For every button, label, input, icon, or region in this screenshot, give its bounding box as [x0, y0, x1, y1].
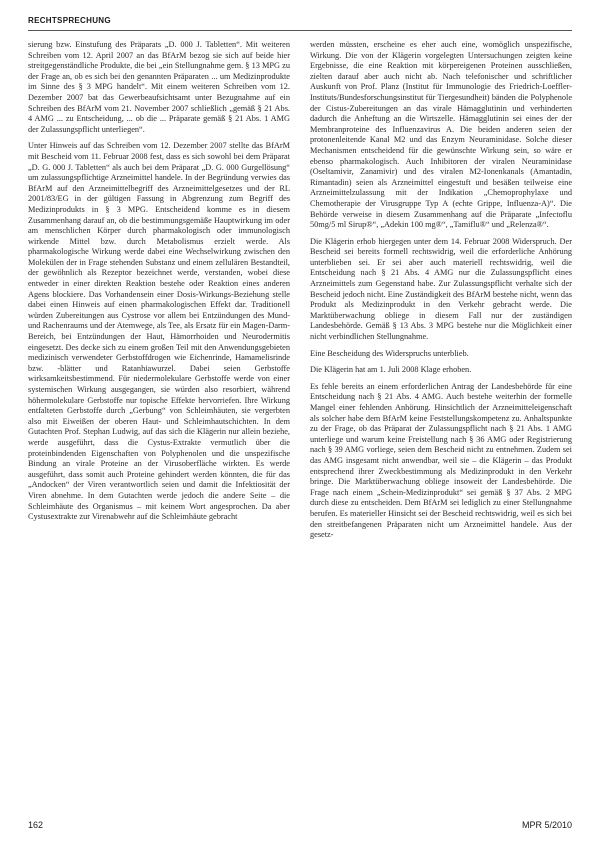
journal-issue: MPR 5/2010 [521, 820, 572, 830]
page-footer [28, 820, 572, 834]
paragraph: werden müssten, erscheine es eher auch eine, womöglich unspezifische, Wirkung. Die von der Klägerin vorgelegten Untersuchungen zeigten keine Ergebnisse, die eine Reaktion mit körpereigenen Proteinen ausschließen, zielten darauf aber auch nicht ab. Nach telefonischer und schriftlicher Auskunft von Prof. Planz (Institut für Immunologie des Friedrich-Loeffler-Instituts/Bundesforschungsinstitut für Tiergesundheit) bänden die Polyphenole der Cistus-Zubereitungen an das virale Hämagglutinin und verhinderten dadurch die Anheftung an die Wirtszelle. Hämagglutinin sei eines der der Membranproteine des Influenzavirus A. Die beiden anderen seien der protonenleitende Kanal M2 und das Enzym Neuraminidase. Solche dieser Mechanismen entscheidend für die gewünschte Wirkung sein, so wäre er ebenso pharmakologisch. Auch Inhibitoren der viralen Neuraminidase (Oseltamivir, Zanamivir) und des viralen M2-Ionenkanals (Amantadin, Rimantadin) seien als Arzneimittel eingestuft und besäßen teilweise eine Arzneimittelzulassung mit der Indikation „Chemoprophylaxe und Chemotherapie der Virusgruppe Typ A (echte Grippe, Influenza-A)“. Die Behörde verweise in diesem Zusammenhang auf die Präparate „Infectoflu 50mg/5 ml Sirup®“, „Adekin 100 mg®“, „Tamiflu®“ und „Relenza®“. [310, 40, 572, 230]
page-number: 162 [28, 820, 44, 830]
paragraph: Die Klägerin erhob hiergegen unter dem 14. Februar 2008 Widerspruch. Der Bescheid sei bereits formell rechtswidrig, weil die erforderliche Anhörung unterblieben sei. Er sei aber auch materiell rechtswidrig, weil die Entscheidung nach § 21 Abs. 4 AMG nur die Zulassungspflicht eines Arzneimittels zum Gegenstand habe. Zur Zulassungspflicht verhalte sich der Bescheid jedoch nicht. Eine Zuständigkeit des BfArM bestehe nicht, wenn das Produkt als Medizinprodukt in den Verkehr gebracht werde. Die Marktüberwachung obliege in diesem Fall nur der zuständigen Landesbehörde. Gemäß § 13 Abs. 3 MPG bestehe nur die Möglichkeit einer nicht verbindlichen Stellungnahme. [310, 236, 572, 342]
header-rule [28, 30, 572, 31]
section-label: RECHTSPRECHUNG [28, 16, 111, 25]
left-column [28, 40, 290, 805]
right-column [310, 40, 572, 805]
paragraph: sierung bzw. Einstufung des Präparats „D. 000 J. Tabletten“. Mit weiteren Schreiben vom 12. April 2007 an das BfArM bezog sie sich auf beide hier streitgegenständliche Produkte, die bei „ein Stellungnahme gem. § 13 MPG zu der Frage an, ob es sich bei den genannten Präparaten ... um Medizinprodukte im Sinne des § 3 MPG handelt“. Mit einem weiteren Schreiben vom 12. Dezember 2007 bat das Gewerbeaufsichtsamt unter Bezugnahme auf ein Schreiben des BfArM vom 21. November 2007 schließlich „gemäß § 21 Abs. 4 AMG ... zu Entscheidung, ... ob die ... Präparate gemäß § 21 Abs. 1 AMG der Zulassungspflicht unterliegen“. [28, 40, 290, 134]
paragraph: Die Klägerin hat am 1. Juli 2008 Klage erhoben. [310, 365, 472, 375]
paragraph: Es fehle bereits an einem erforderlichen Antrag der Landesbehörde für eine Entscheidung nach § 21 Abs. 4 AMG. Auch bestehe weiterhin der formelle Mangel einer fehlenden Anhörung. Hinsichtlich der Arzneimitteleigenschaft als solcher habe dem BfArM keine Feststellungskompetenz zu. Anhaltspunkte zu der Frage, ob das Präparat der Zulassungspflicht nach § 21 Abs. 1 AMG unterliege und warum keine Freistellung nach § 36 AMG oder Registrierung nach § 39 AMG vorliege, seien dem Bescheid nicht zu entnehmen. Zudem sei das AMG insgesamt nicht anwendbar, weil sie – die Klägerin – das Produkt entsprechend ihrer Zweckbestimmung als Medizinprodukt in den Verkehr bringe. Die Marktüberwachung obliege insoweit der Landesbehörde. Die Frage nach einem „Schein-Medizinprodukt“ sei gemäß § 37 Abs. 2 MPG durch diese zu entscheiden. Dem BfArM sei lediglich zu einer Stellungnahme berufen. Es materieller Hinsicht sei der Bescheid rechtswidrig, weil es sich bei den streitbefangenen Präparaten nicht um Arzneimittel handele. Aus der gesetz- [310, 381, 572, 540]
paragraph: Eine Bescheidung des Widerspruchs unterblieb. [310, 348, 469, 358]
paragraph: Unter Hinweis auf das Schreiben vom 12. Dezember 2007 stellte das BfArM mit Bescheid vom 11. Februar 2008 fest, dass es sich sowohl bei dem Präparat „D. G. 000 J. Tabletten“ als auch bei dem Präparat „D. G. 000 Gurgellösung“ um zulassungspflichtige Arzneimittel handele. In der Begründung verwies das BfArM auf den Arzneimittelbegriff des Arzneimittelgesetzes und der RL 2001/83/EG in der gültigen Fassung in Abgrenzung zum Begriff des Medizinprodukts in § 3 MPG. Entscheidend komme es in diesem Zusammenhang darauf an, ob die bestimmungsgemäße Hauptwirkung im oder am menschlichen Körper durch pharmakologisch oder immunologisch wirkende Mittel bzw. durch Metabolismus erzielt werde. Als pharmakologische Wirkung werde dabei eine Wechselwirkung zwischen den Molekülen der in Frage stehenden Substanz und einem zellulären Bestandteil, der gewöhnlich als Rezeptor bezeichnet werde, verstanden, wobei diese entweder in einer direkten Reaktion bestehe oder Reaktion eines anderen Agens blockiere. Das Vorhandensein einer Dosis-Wirkungs-Beziehung stelle dabei einen Hinweis auf einen pharmakologischen Effekt dar. Traditionell würden Zubereitungen aus Cystrose vor allem bei Entzündungen des Mund- und Rachenraums und der Atemwege, als Tee, als Ersatz für ein Magen-Darm-Bereich, bei Entzündungen der Haut, Hämorrhoiden und Neurodermitis eingesetzt. Des decke sich zu einem großen Teil mit den Anwendungsgebieten medizinisch verwendeter Gerbstoffdrogen wie Eichenrinde, Hamamelisrinde bzw. -blätter und Ratanhiawurzel. Dabei seien Gerbstoffe wirksamkeitsbestimmend. Für niedermolekulare Gerbstoffe werde von einer systemischen Wirkung ausgegangen, sie würden also resorbiert, während höhermolekulare Gerbstoffe nur topische Effekte hervorriefen. Ihre Wirkung entfalteten Gerbstoffe durch „Gerbung“ von Schleimhäuten, sie vergerbten also mit Eiweißen der oberen Haut- und Schleimhautschichten. In dem Gutachten Prof. Stephan Ludwig, auf das sich die Klägerin nur allein beziehe, werde ausgeführt, dass die Cystus-Extrakte vermutlich über die proteinbindenden Eigenschaften von Polyphenolen und die unspezifische Bindung an virale Proteine an der Virusoberfläche wirkten. Es werde ausgeführt, dass somit auch Proteine gehindert werden könnten, die für das „Andocken“ der Viren verantwortlich seien und damit die Infektiosität der Viren abnehme. In dem Gutachten werde jedoch die andere Seite – die Schleimhäute des Organismus – mit keinem Wort angesprochen. Da aber Cystusextrakte zur Virenabwehr auf die Schleimhäute gebracht [28, 141, 290, 522]
